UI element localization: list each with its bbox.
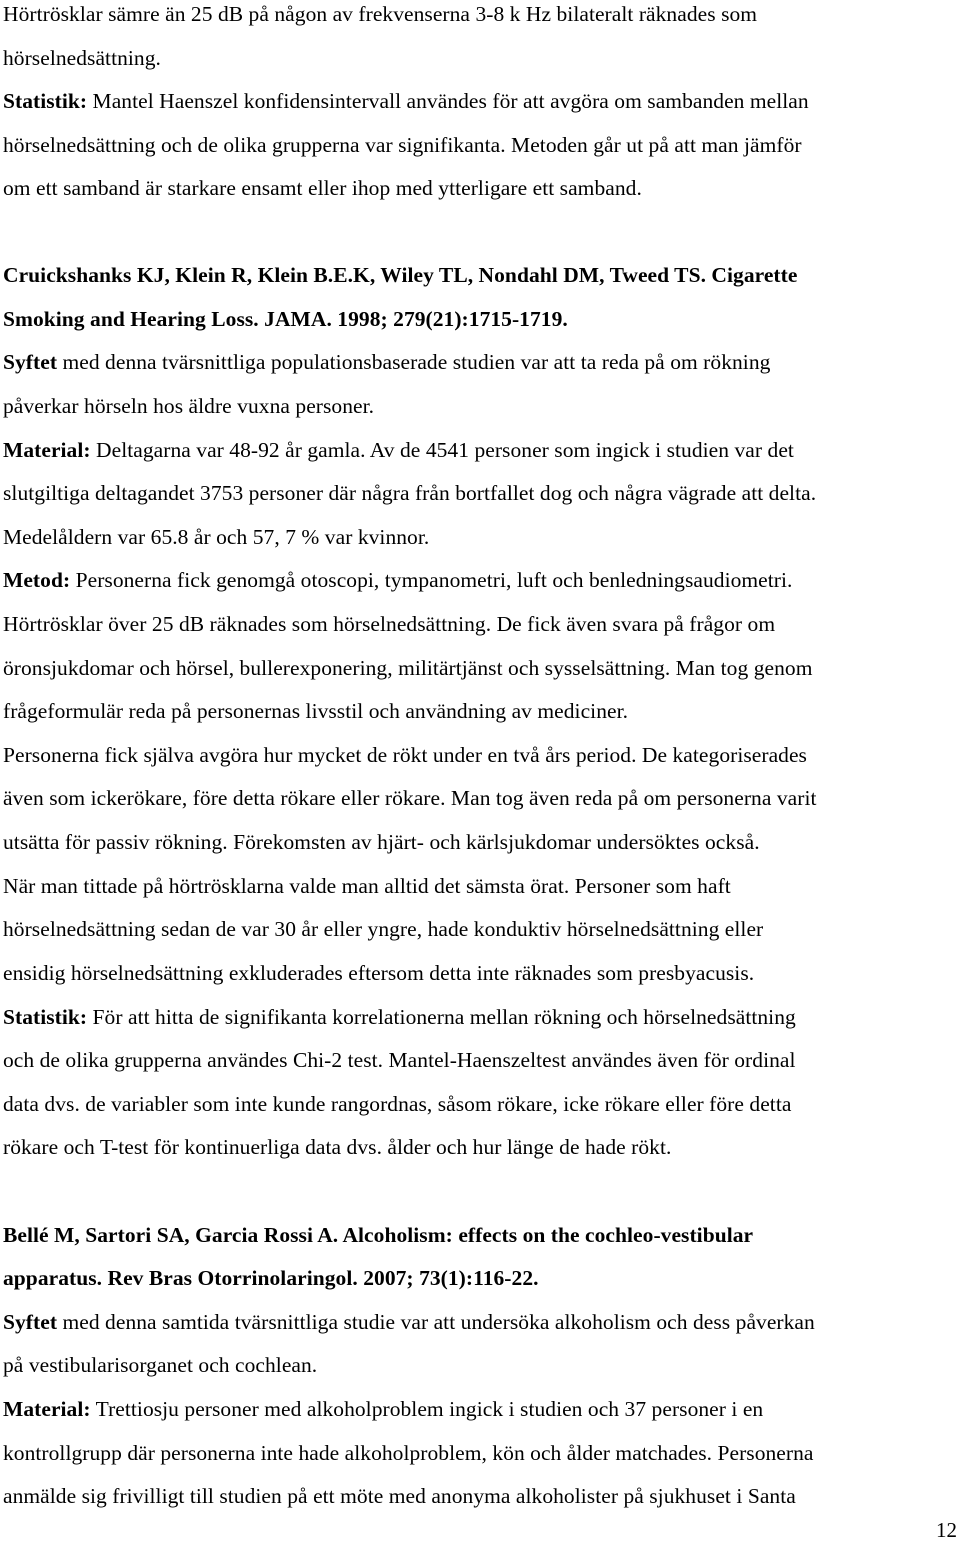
line-body: med denna tvärsnittliga populationsbaserade studien var att ta reda på om rökning <box>57 350 771 374</box>
text-line <box>3 1308 815 1336</box>
text-line: När man tittade på hörtrösklarna valde man alltid det sämsta örat. Personer som haft <box>3 874 731 898</box>
reference-line: apparatus. Rev Bras Otorrinolaringol. 2007; 73(1):116-22. <box>3 1266 539 1290</box>
reference-line: Smoking and Hearing Loss. JAMA. 1998; 279(21):1715-1719. <box>3 307 568 331</box>
section-label: Statistik: <box>3 1005 88 1029</box>
section-label: Material: <box>3 1397 91 1421</box>
section-label: Statistik: <box>3 89 88 113</box>
line-body: med denna samtida tvärsnittliga studie var att undersöka alkoholism och dess påverkan <box>57 1310 815 1334</box>
line-body: Personerna fick genomgå otoscopi, tympanometri, luft och benledningsaudiometri. <box>70 568 793 592</box>
section-label: Syftet <box>3 350 58 374</box>
text-line <box>3 348 770 376</box>
section-label: Material: <box>3 438 91 462</box>
page-number: 12 <box>936 1518 957 1542</box>
text-line: om ett samband är starkare ensamt eller ihop med ytterligare ett samband. <box>3 176 642 200</box>
text-line <box>3 1003 796 1031</box>
line-body: För att hitta de signifikanta korrelationerna mellan rökning och hörselnedsättning <box>87 1005 796 1029</box>
text-line: hörselnedsättning sedan de var 30 år eller yngre, hade konduktiv hörselnedsättning eller <box>3 917 764 941</box>
section-label: Metod: <box>3 568 71 592</box>
text-line <box>3 1395 763 1423</box>
text-line: data dvs. de variabler som inte kunde rangordnas, såsom rökare, icke rökare eller före detta <box>3 1092 792 1116</box>
text-line: även som ickerökare, före detta rökare eller rökare. Man tog även reda på om personerna varit <box>3 786 817 810</box>
line-body: Mantel Haenszel konfidensintervall användes för att avgöra om sambanden mellan <box>87 89 809 113</box>
text-line: hörselnedsättning. <box>3 46 161 70</box>
text-line <box>3 87 809 115</box>
text-line: påverkar hörseln hos äldre vuxna personer. <box>3 394 375 418</box>
reference-line: Bellé M, Sartori SA, Garcia Rossi A. Alcoholism: effects on the cochleo-vestibular <box>3 1223 754 1247</box>
text-line: anmälde sig frivilligt till studien på ett möte med anonyma alkoholister på sjukhuset i Santa <box>3 1484 796 1508</box>
line-body: Trettiosju personer med alkoholproblem ingick i studien och 37 personer i en <box>90 1397 764 1421</box>
text-line: hörselnedsättning och de olika grupperna var signifikanta. Metoden går ut på att man jämför <box>3 133 802 157</box>
text-line: slutgiltiga deltagandet 3753 personer där några från bortfallet dog och några vägrade att delta. <box>3 481 817 505</box>
text-line: Hörtrösklar sämre än 25 dB på någon av frekvenserna 3-8 k Hz bilateralt räknades som <box>3 2 758 26</box>
line-body: Deltagarna var 48-92 år gamla. Av de 4541 personer som ingick i studien var det <box>90 438 794 462</box>
section-label: Syftet <box>3 1310 58 1334</box>
reference-line: Cruickshanks KJ, Klein R, Klein B.E.K, Wiley TL, Nondahl DM, Tweed TS. Cigarette <box>3 263 798 287</box>
text-line: kontrollgrupp där personerna inte hade alkoholproblem, kön och ålder matchades. Personerna <box>3 1441 814 1465</box>
text-line: utsätta för passiv rökning. Förekomsten av hjärt- och kärlsjukdomar undersöktes också. <box>3 830 760 854</box>
text-line: ensidig hörselnedsättning exkluderades eftersom detta inte räknades som presbyacusis. <box>3 961 755 985</box>
text-line: öronsjukdomar och hörsel, bullerexponering, militärtjänst och sysselsättning. Man tog genom <box>3 656 813 680</box>
text-line: Personerna fick själva avgöra hur mycket de rökt under en två års period. De kategoriserades <box>3 743 807 767</box>
text-line <box>3 436 794 464</box>
text-line: och de olika grupperna användes Chi-2 test. Mantel-Haenszeltest användes även för ordinal <box>3 1048 796 1072</box>
text-line: rökare och T-test för kontinuerliga data dvs. ålder och hur länge de hade rökt. <box>3 1135 672 1159</box>
text-line: på vestibularisorganet och cochlean. <box>3 1353 318 1377</box>
text-line <box>3 566 792 594</box>
text-line: frågeformulär reda på personernas livsstil och användning av mediciner. <box>3 699 629 723</box>
text-line: Medelåldern var 65.8 år och 57, 7 % var kvinnor. <box>3 525 430 549</box>
text-line: Hörtrösklar över 25 dB räknades som hörselnedsättning. De fick även svara på frågor om <box>3 612 776 636</box>
